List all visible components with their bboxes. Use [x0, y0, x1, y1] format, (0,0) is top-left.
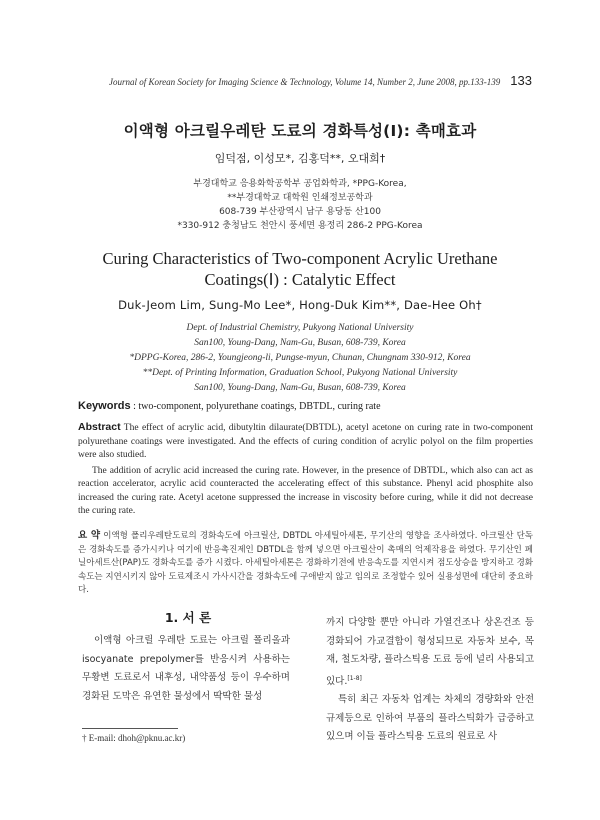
korean-affiliation-line: 608-739 부산광역시 남구 용당동 산100 [219, 207, 381, 217]
english-affiliation-line: **Dept. of Printing Information, Graduation School, Pukyong National University [142, 368, 458, 378]
page-number: 133 [510, 73, 532, 88]
english-affiliations [40, 321, 560, 396]
abstract-paragraph: The addition of acrylic acid increased the curing rate. However, in the presence of DBTDL, which also can act as reaction accelerator, acrylic acid counteracted the accelerating effect of this substance. Phenyl acid phosphite also increased the curing rate. Acetyl acetone suppressed the increase in viscosity before curing, while it did not decrease the curing rate. [78, 465, 533, 516]
citation: [1-8] [347, 674, 362, 682]
korean-summary-text: 이액형 폴리우레탄도료의 경화속도에 아크릴산, DBTDL 아세틸아세톤, 무기산의 영향을 조사하였다. 아크릴산 단독은 경화속도를 증가시키나 여기에 반응촉진제인 DBTDL을 함께 넣으면 아크릴산이 촉매의 억제작용을 하였다. 무기산인 페닐아세트산(PAP)도 경화속도를 증가 시켰다. 아세틸아세톤은 경화하기전에 반응속도를 지연시켜 점도상승을 방지하고 경화속도는 지연시키지 않아 도료제조시 가사시간을 경화속도에 구애받지 않고 임의로 조정할수 있어 실용성면에 대단히 중요하다. [78, 531, 533, 595]
footnote-email: † E-mail: dhoh@pknu.ac.kr) [82, 733, 186, 743]
english-affiliation-line: Dept. of Industrial Chemistry, Pukyong National University [186, 323, 414, 333]
abstract-text: The effect of acrylic acid, dibutyltin dilaurate(DBTDL), acetyl acetone on curing rate in two-component polyurethane coatings were investigated. And the effects of curing condition of acrylic polyol on the film properties were also studied. [78, 423, 533, 460]
intro-right-column [326, 614, 534, 747]
korean-affiliation-line: *330-912 충청남도 천안시 풍세면 용정리 286-2 PPG-Korea [177, 221, 423, 231]
keywords-label: Keywords [78, 400, 131, 412]
intro-paragraph: 이액형 아크릴 우레탄 도료는 아크릴 폴리올과 isocyanate prepolymer를 반응시켜 사용하는 무황변 도료로서 내후성, 내약품성 등이 우수하며 경화된 도막은 유연한 물성에서 딱딱한 물성 [82, 635, 290, 702]
footnote-divider [82, 728, 178, 729]
korean-affiliations [40, 177, 560, 233]
korean-title: 이액형 아크릴우레탄 도료의 경화특성(I): 촉매효과 [123, 122, 477, 140]
keywords [78, 400, 538, 412]
intro-text: 까지 다양할 뿐만 아니라 가열건조나 상온건조 등 경화되어 가교결합이 형성되므로 자동차 보수, 목재, 철도차량, 플라스틱용 도료 등에 널리 사용되고 있다. [326, 617, 534, 687]
korean-affiliation-line: 부경대학교 응용화학공학부 공업화학과, *PPG-Korea, [193, 179, 407, 189]
keywords-text: : two-component, polyurethane coatings, DBTDL, curing rate [130, 401, 381, 412]
intro-paragraph: 특히 최근 자동차 업계는 차체의 경량화와 안전규제등으로 인하여 부품의 플라스틱화가 급증하고 있으며 이들 플라스틱용 도료의 원료로 사 [326, 694, 534, 743]
english-title [40, 248, 560, 290]
intro-paragraph [326, 614, 534, 691]
english-affiliation-line: San100, Young-Dang, Nam-Gu, Busan, 608-739, Korea [194, 338, 406, 348]
korean-affiliation-line: **부경대학교 대학원 인쇄정보공학과 [227, 193, 373, 203]
abstract-paragraph [78, 421, 533, 463]
english-title-line: Curing Characteristics of Two-component Acrylic Urethane [102, 249, 498, 268]
abstract-label: Abstract [78, 421, 121, 433]
abstract [78, 421, 533, 519]
english-title-line: Coatings(Ⅰ) : Catalytic Effect [204, 270, 396, 289]
english-affiliation-line: *DPPG-Korea, 286-2, Youngjeong-li, Pungse-myun, Chunan, Chungnam 330-912, Korea [129, 353, 471, 363]
section-heading: 1. 서 론 [164, 610, 212, 625]
korean-summary [78, 529, 533, 598]
english-affiliation-line: San100, Young-Dang, Nam-Gu, Busan, 608-739, Korea [194, 383, 406, 393]
english-authors: Duk-Jeom Lim, Sung-Mo Lee*, Hong-Duk Kim**, Dae-Hee Oh† [118, 298, 482, 312]
korean-authors: 임덕점, 이성모*, 김홍덕**, 오대희† [214, 152, 386, 165]
running-header [60, 73, 532, 88]
korean-summary-label: 요 약 [78, 530, 101, 541]
journal-citation: Journal of Korean Society for Imaging Science & Technology, Volume 14, Number 2, June 2008, pp.133-139 [109, 77, 501, 87]
intro-left-column [82, 632, 290, 706]
